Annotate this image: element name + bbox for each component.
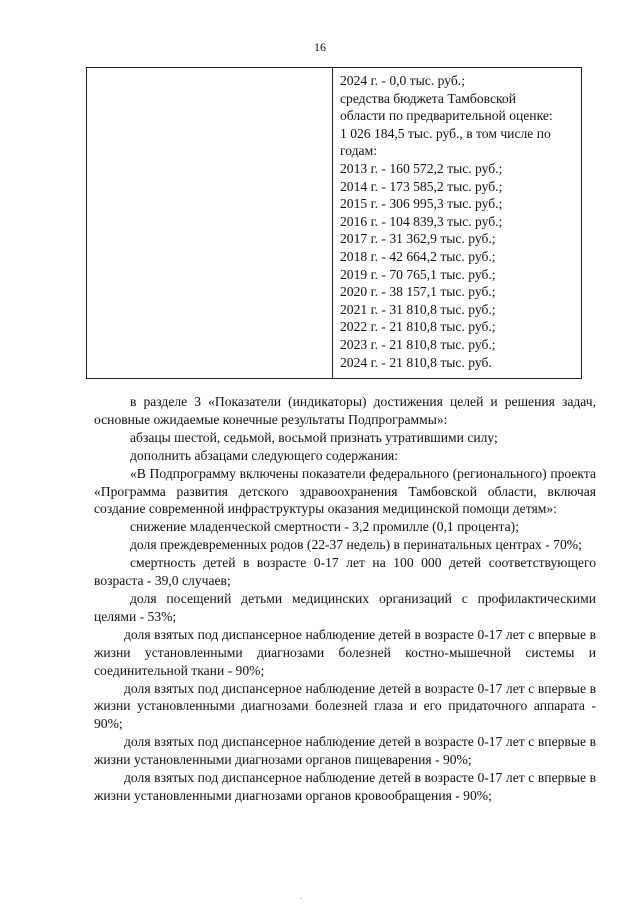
table-line: 2021 г. - 31 810,8 тыс. руб.; <box>340 301 496 317</box>
table-line: 2023 г. - 21 810,8 тыс. руб.; <box>340 336 496 352</box>
page-number: 16 <box>314 40 326 54</box>
table-line: 2018 г. - 42 664,2 тыс. руб.; <box>340 248 496 264</box>
paragraph: доля взятых под диспансерное наблюдение детей в возрасте 0-17 лет с впервые в жизни установленными диагнозами органов пищеварения - 90%; <box>94 734 596 768</box>
paragraph: «В Подпрограмму включены показатели федерального (регионального) проекта «Программа развития детского здравоохранения Тамбовской области, включая создание современной инфраструктуры оказания медицинской помощи детям»: <box>94 465 596 517</box>
table-line: 2022 г. - 21 810,8 тыс. руб.; <box>340 319 496 335</box>
table-right-cell <box>333 68 553 378</box>
paragraph: доля взятых под диспансерное наблюдение детей в возрасте 0-17 лет с впервые в жизни установленными диагнозами органов кровообращения - 90%; <box>94 770 596 803</box>
table-line: 2024 г. - 0,0 тыс. руб.; <box>340 73 465 88</box>
table-line: 2015 г. - 306 995,3 тыс. руб.; <box>340 196 503 212</box>
footer-mark: . <box>300 892 302 901</box>
paragraph: в разделе 3 «Показатели (индикаторы) достижения целей и решения задач, основные ожидаемые конечные результаты Подпрограммы»: <box>94 394 596 427</box>
table-line: 2020 г. - 38 157,1 тыс. руб.; <box>340 284 496 300</box>
table-line: 1 026 184,5 тыс. руб., в том числе по <box>340 125 551 141</box>
paragraph: дополнить абзацами следующего содержания: <box>130 447 399 463</box>
table-line: 2019 г. - 70 765,1 тыс. руб.; <box>340 266 496 282</box>
table-line: 2013 г. - 160 572,2 тыс. руб.; <box>340 160 503 176</box>
paragraph: снижение младенческой смертности - 3,2 промилле (0,1 процента); <box>130 519 519 535</box>
table-line: 2017 г. - 31 362,9 тыс. руб.; <box>340 231 496 247</box>
table-line: области по предварительной оценке: <box>340 108 553 124</box>
table-line: годам: <box>340 143 377 159</box>
paragraph: абзацы шестой, седьмой, восьмой признать утратившими силу; <box>130 429 498 445</box>
budget-table <box>86 67 582 379</box>
table-line: 2024 г. - 21 810,8 тыс. руб. <box>340 354 492 370</box>
paragraph: доля преждевременных родов (22-37 недель) в перинатальных центрах - 70%; <box>130 537 582 553</box>
paragraph: доля взятых под диспансерное наблюдение детей в возрасте 0-17 лет с впервые в жизни установленными диагнозами болезней глаза и его придаточного аппарата - 90%; <box>94 680 596 732</box>
paragraph: смертность детей в возрасте 0-17 лет на 100 000 детей соответствующего возраста - 39,0 случаев; <box>94 555 596 589</box>
document-body <box>94 393 596 805</box>
table-line: 2016 г. - 104 839,3 тыс. руб.; <box>340 213 503 229</box>
table-line: средства бюджета Тамбовской <box>340 90 517 106</box>
paragraph: доля взятых под диспансерное наблюдение детей в возрасте 0-17 лет с впервые в жизни установленными диагнозами болезней костно-мышечной системы и соединительной ткани - 90%; <box>94 626 596 678</box>
paragraph: доля посещений детьми медицинских организаций с профилактическими целями - 53%; <box>94 590 596 624</box>
table-line: 2014 г. - 173 585,2 тыс. руб.; <box>340 178 503 194</box>
table-left-cell <box>87 68 333 378</box>
